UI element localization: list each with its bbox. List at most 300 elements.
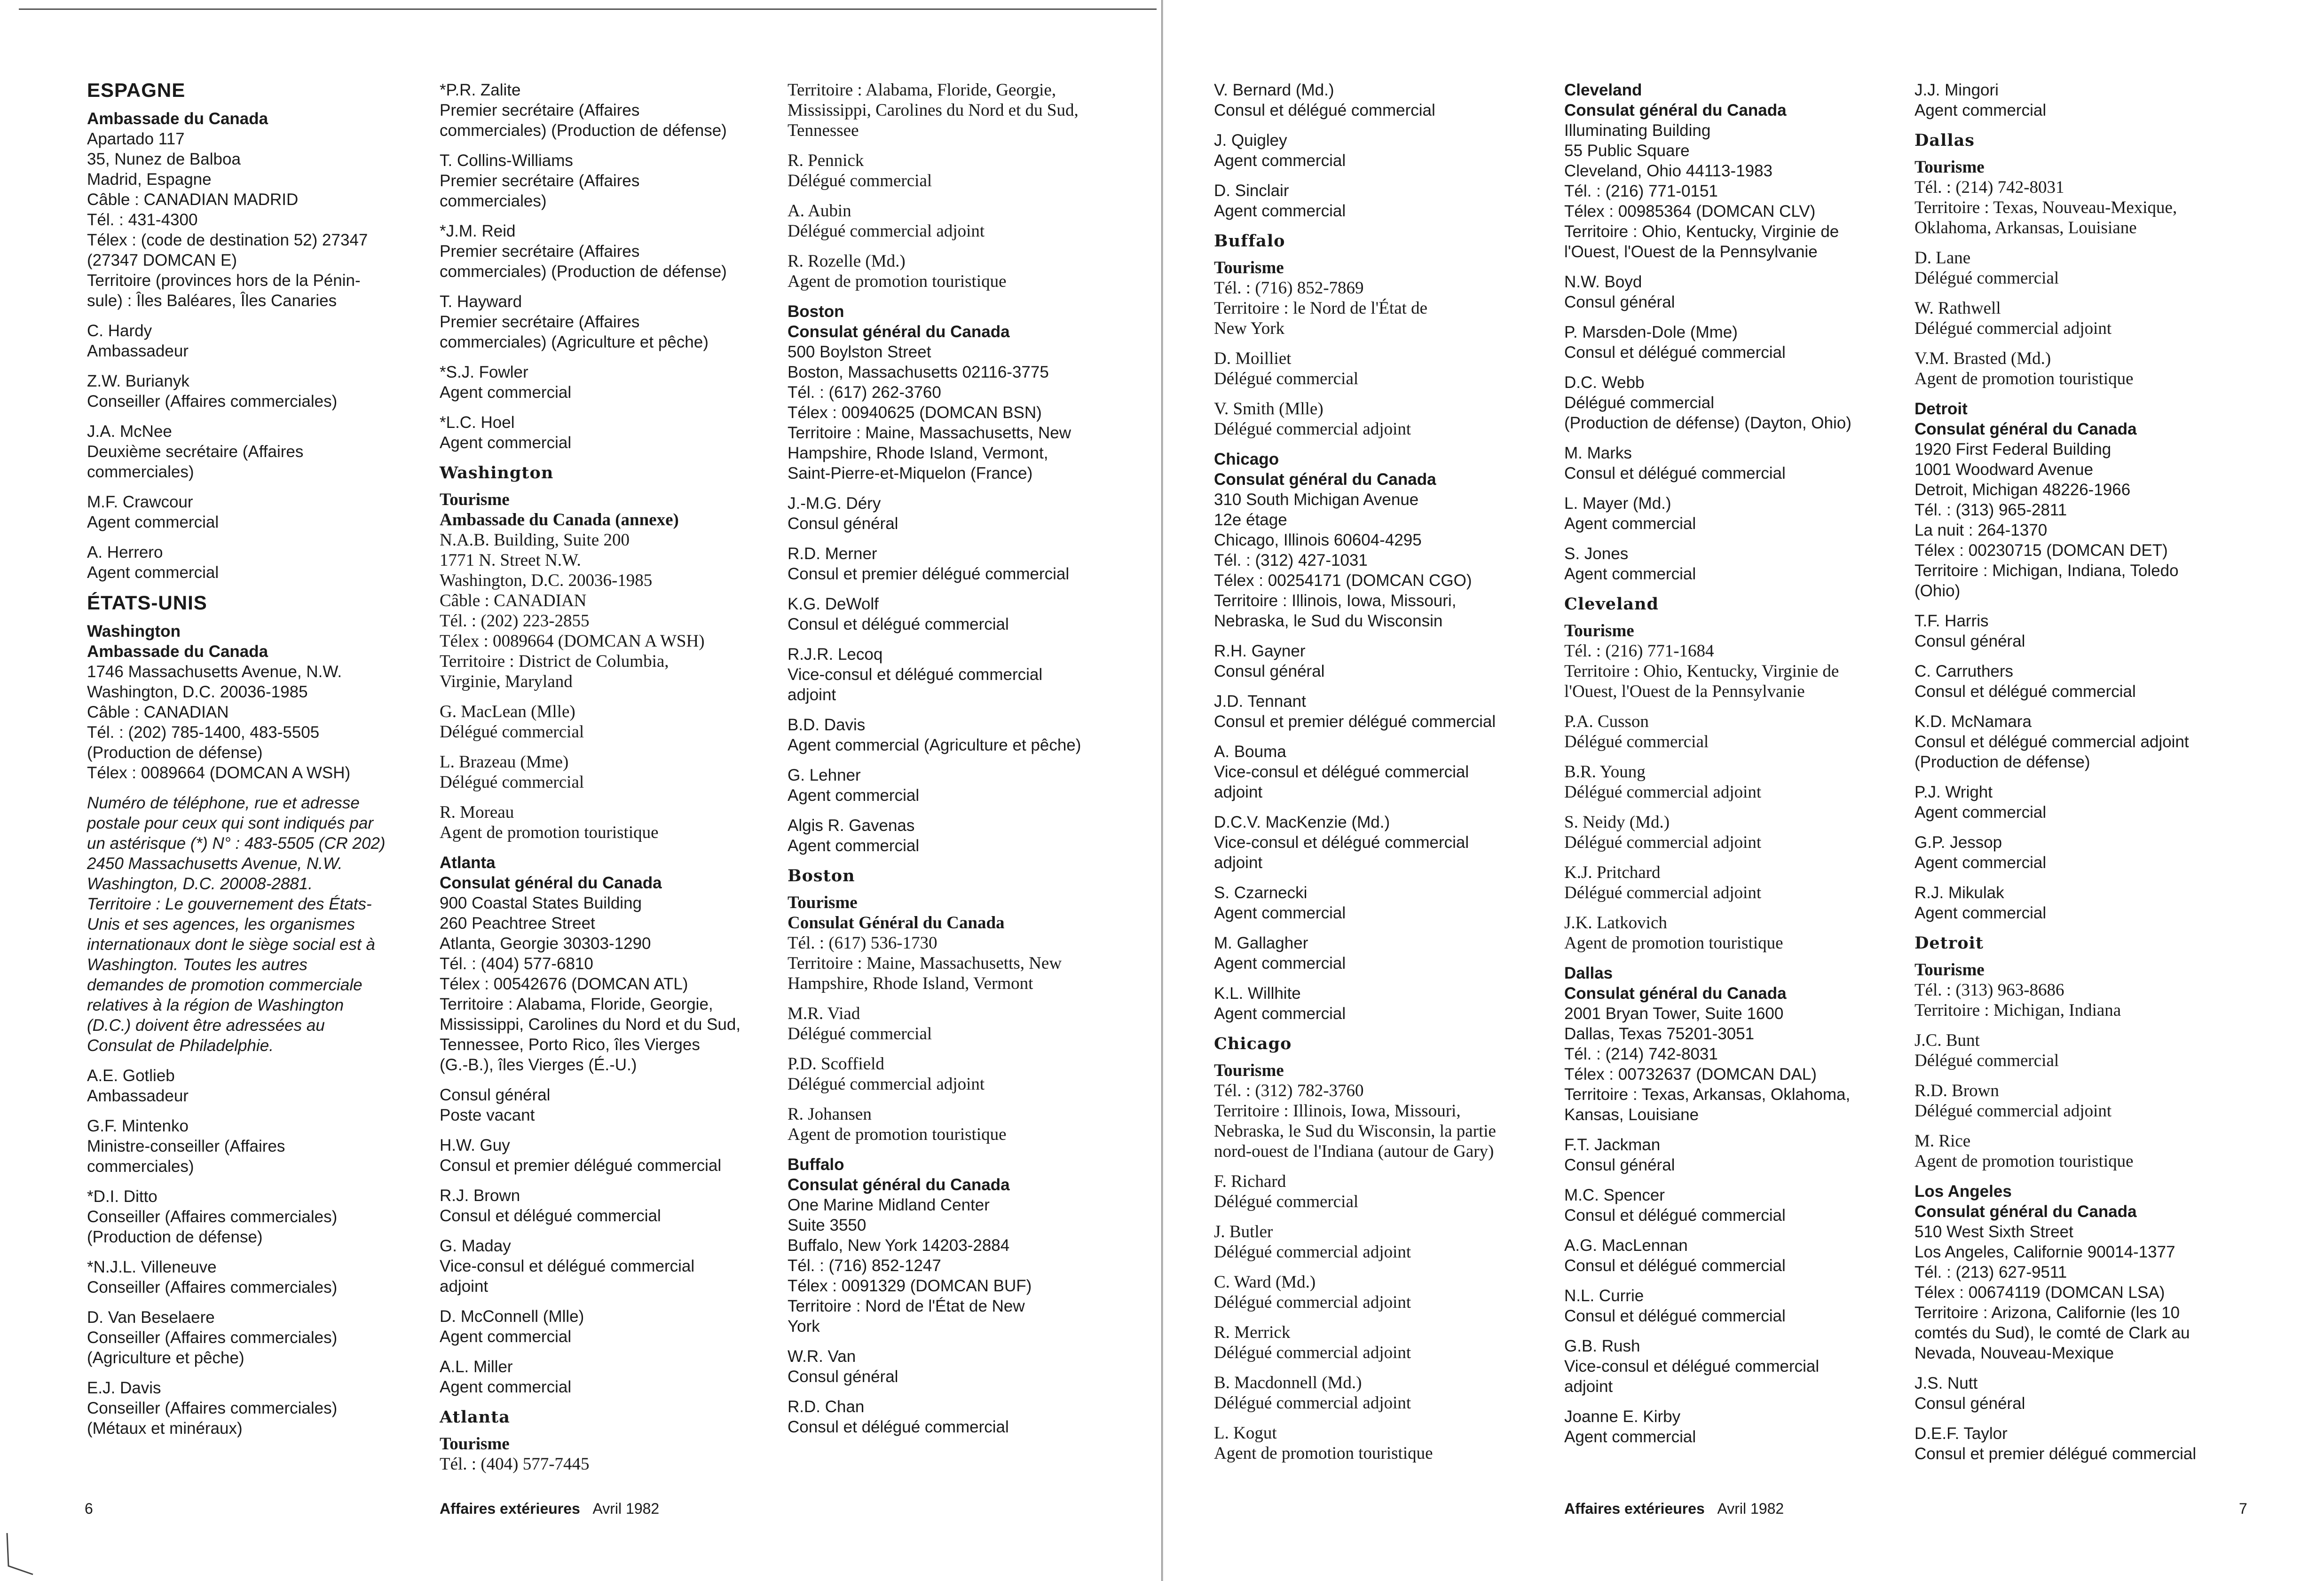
entry-line: Agent commercial — [440, 1328, 572, 1346]
entry-line: Télex : 00985364 (DOMCAN CLV) — [1564, 202, 1816, 221]
entry-line: Télex : 00230715 (DOMCAN DET) — [1914, 541, 2168, 560]
directory-entry — [1214, 1423, 1543, 1463]
entry-line: Tél. : (313) 965-2811 — [1914, 501, 2067, 519]
entry-line: Tourisme — [1564, 621, 1634, 640]
directory-entry — [1564, 1336, 1893, 1397]
masthead-date: Avril 1982 — [1717, 1500, 1784, 1517]
directory-entry — [788, 715, 1117, 755]
entry-line: (Ohio) — [1914, 582, 1961, 600]
entry-line: A. Bouma — [1214, 743, 1286, 761]
entry-line: Ministre-conseiller (Affaires — [87, 1137, 285, 1155]
entry-line: Tél. : (202) 223-2855 — [440, 611, 590, 631]
entry-line: Tél. : (313) 963-8686 — [1914, 980, 2064, 1000]
country-heading: ESPAGNE — [87, 79, 186, 101]
directory-entry — [788, 1054, 1117, 1094]
entry-line: Madrid, Espagne — [87, 170, 212, 189]
directory-entry — [1914, 298, 2244, 339]
directory-entry — [440, 1135, 769, 1176]
city-heading: Dallas — [1914, 131, 1975, 150]
entry-line: Ambassade du Canada — [87, 642, 268, 661]
page-right — [1162, 0, 2324, 1581]
directory-entry — [1914, 248, 2244, 288]
entry-line: Délégué commercial adjoint — [1914, 1101, 2112, 1121]
entry-line: Chicago — [1214, 450, 1279, 468]
entry-line: 55 Public Square — [1564, 142, 1690, 160]
entry-line: Télex : (code de destination 52) 27347 — [87, 231, 368, 249]
directory-entry — [440, 490, 769, 692]
entry-line: G. Maday — [440, 1237, 511, 1255]
entry-line: Premier secrétaire (Affaires — [440, 101, 640, 119]
column — [788, 80, 1117, 1447]
directory-entry — [1214, 80, 1543, 120]
entry-line: Consul et délégué commercial — [1564, 1307, 1786, 1325]
entry-line: Nevada, Nouveau-Mexique — [1914, 1344, 2114, 1362]
corner-mark — [5, 1533, 38, 1575]
entry-line: Délégué commercial adjoint — [1214, 1242, 1411, 1262]
entry-line: Délégué commercial — [440, 773, 584, 792]
entry-line: Hampshire, Rhode Island, Vermont — [788, 974, 1033, 993]
city-heading: Chicago — [1214, 1034, 1292, 1053]
entry-line: (Métaux et minéraux) — [87, 1419, 243, 1438]
directory-entry — [1564, 1185, 1893, 1225]
directory-entry — [1214, 742, 1543, 802]
directory-entry — [1214, 181, 1543, 221]
entry-line: commerciales) (Agriculture et pêche) — [440, 333, 709, 351]
entry-line: R. Rozelle (Md.) — [788, 252, 906, 271]
entry-line: Algis R. Gavenas — [788, 816, 915, 835]
directory-entry — [1214, 1171, 1543, 1212]
entry-line: Consul général — [1214, 662, 1325, 680]
entry-line: Conseiller (Affaires commerciales) — [87, 1208, 338, 1226]
entry-line: Délégué commercial — [788, 1024, 932, 1043]
entry-line: B.D. Davis — [788, 716, 866, 734]
directory-entry — [1564, 372, 1893, 433]
directory-entry — [1214, 1373, 1543, 1413]
entry-line: commerciales) — [87, 463, 194, 481]
entry-line: C. Carruthers — [1914, 662, 2014, 680]
entry-line: 500 Boylston Street — [788, 343, 931, 361]
directory-entry — [87, 1186, 416, 1247]
entry-line: P.A. Cusson — [1564, 712, 1649, 731]
masthead-title: Affaires extérieures — [440, 1500, 580, 1517]
entry-line: *L.C. Hoel — [440, 413, 515, 432]
entry-line: Télex : 00732637 (DOMCAN DAL) — [1564, 1065, 1817, 1083]
entry-line: Consul et premier délégué commercial — [788, 565, 1070, 583]
entry-line: Consulat général du Canada — [788, 1176, 1010, 1194]
entry-line: Tél. : (404) 577-6810 — [440, 955, 593, 973]
entry-line: Vice-consul et délégué commercial — [1564, 1357, 1820, 1375]
directory-entry — [1914, 711, 2244, 772]
directory-entry — [788, 1154, 1117, 1336]
entry-line: Tourisme — [788, 893, 858, 912]
entry-line: Agent commercial — [440, 383, 572, 402]
directory-entry — [87, 793, 416, 1056]
entry-line: V. Bernard (Md.) — [1214, 81, 1334, 99]
entry-line: A.G. MacLennan — [1564, 1236, 1688, 1255]
directory-entry — [1214, 130, 1543, 171]
entry-line: Mississippi, Carolines du Nord et du Sud, — [440, 1015, 741, 1034]
entry-line: Tél. : (716) 852-7869 — [1214, 278, 1364, 298]
entry-line: Tél. : (214) 742-8031 — [1914, 178, 2064, 197]
directory-entry — [1214, 1322, 1543, 1363]
entry-line: Consul et délégué commercial — [788, 615, 1009, 633]
directory-entry — [1564, 1135, 1893, 1175]
entry-line: D. McConnell (Mlle) — [440, 1307, 584, 1326]
entry-line: Agent commercial — [788, 837, 920, 855]
entry-line: (Production de défense) — [87, 1228, 263, 1246]
entry-line: Câble : CANADIAN — [87, 703, 229, 721]
entry-line: Agent commercial — [1564, 1428, 1696, 1446]
entry-line: Dallas — [1564, 964, 1613, 982]
entry-line: Consul et délégué commercial — [1564, 464, 1786, 482]
entry-line: Consul et délégué commercial — [1214, 101, 1435, 119]
entry-line: Tél. : (617) 536-1730 — [788, 933, 937, 953]
entry-line: W. Rathwell — [1914, 299, 2001, 318]
entry-line: Territoire : le Nord de l'État de — [1214, 299, 1428, 318]
entry-line: Consul et premier délégué commercial — [440, 1156, 722, 1175]
entry-line: commerciales) (Production de défense) — [440, 262, 727, 281]
entry-line: Ambassadeur — [87, 1087, 189, 1105]
directory-entry — [1214, 983, 1543, 1024]
entry-line: B.R. Young — [1564, 762, 1646, 782]
directory-entry — [1214, 1272, 1543, 1312]
entry-line: J.J. Mingori — [1914, 81, 1999, 99]
entry-line: Délégué commercial — [440, 722, 584, 742]
entry-line: Agent de promotion touristique — [1564, 933, 1783, 953]
entry-line: Territoire : District de Columbia, — [440, 652, 669, 671]
entry-line: Délégué commercial — [1564, 394, 1715, 412]
entry-line: 510 West Sixth Street — [1914, 1223, 2073, 1241]
entry-line: Conseiller (Affaires commerciales) — [87, 1278, 338, 1296]
entry-line: Délégué commercial adjoint — [788, 221, 985, 241]
entry-line: J.A. McNee — [87, 422, 172, 441]
entry-line: adjoint — [1214, 783, 1263, 801]
entry-line: Tourisme — [440, 1434, 510, 1454]
entry-line: Consul et délégué commercial — [788, 1418, 1009, 1436]
directory-entry — [1564, 272, 1893, 312]
entry-line: Tél. : (404) 577-7445 — [440, 1455, 590, 1474]
directory-entry — [1914, 1423, 2244, 1464]
entry-line: P.D. Scoffield — [788, 1054, 884, 1074]
entry-line: Tennessee — [788, 121, 859, 140]
directory-entry — [788, 301, 1117, 483]
entry-line: Conseiller (Affaires commerciales) — [87, 1328, 338, 1347]
page-number: 6 — [85, 1500, 93, 1517]
entry-line: J. Quigley — [1214, 131, 1287, 150]
directory-entry — [1564, 80, 1893, 262]
directory-entry — [87, 1116, 416, 1177]
entry-line: adjoint — [1214, 854, 1263, 872]
entry-line: Délégué commercial adjoint — [1564, 783, 1762, 802]
city-heading: Buffalo — [1214, 231, 1285, 251]
entry-line: Consul et délégué commercial — [440, 1207, 661, 1225]
directory-entry — [440, 802, 769, 843]
entry-line: Délégué commercial — [1214, 1192, 1359, 1211]
directory-entry — [1214, 691, 1543, 732]
directory-entry — [1564, 1235, 1893, 1276]
entry-line: Hampshire, Rhode Island, Vermont, — [788, 444, 1048, 462]
entry-line: G. Lehner — [788, 766, 861, 784]
entry-line: D.C. Webb — [1564, 373, 1645, 392]
entry-line: Consulat général du Canada — [1564, 984, 1787, 1003]
entry-line: Territoire (provinces hors de la Pénin- — [87, 271, 361, 290]
entry-line: Nebraska, le Sud du Wisconsin — [1214, 612, 1443, 630]
directory-entry — [1914, 1131, 2244, 1171]
entry-line: D. Moilliet — [1214, 349, 1292, 368]
directory-entry — [1914, 1030, 2244, 1071]
entry-line: Consulat général du Canada — [1564, 101, 1787, 119]
entry-line: 1771 N. Street N.W. — [440, 551, 581, 570]
entry-line: Detroit, Michigan 48226-1966 — [1914, 481, 2131, 499]
entry-line: G.B. Rush — [1564, 1337, 1640, 1355]
entry-line: C. Hardy — [87, 322, 152, 340]
directory-entry — [440, 1236, 769, 1296]
city-heading: Boston — [788, 866, 855, 885]
directory-entry — [1214, 1060, 1543, 1162]
directory-entry — [440, 1186, 769, 1226]
entry-line: M. Gallagher — [1214, 934, 1308, 952]
entry-line: *S.J. Fowler — [440, 363, 528, 381]
entry-line: Agent de promotion touristique — [1914, 1152, 2134, 1171]
entry-line: Deuxième secrétaire (Affaires — [87, 443, 304, 461]
directory-entry — [788, 1004, 1117, 1044]
entry-line: Agent commercial — [1914, 803, 2047, 822]
directory-entry — [1564, 443, 1893, 483]
entry-line: Consul et délégué commercial — [1564, 1206, 1786, 1225]
directory-entry — [87, 321, 416, 361]
entry-line: Saint-Pierre-et-Miquelon (France) — [788, 464, 1033, 482]
entry-line: 2001 Bryan Tower, Suite 1600 — [1564, 1004, 1784, 1023]
entry-line: J. Butler — [1214, 1222, 1273, 1241]
entry-line: Territoire : Ohio, Kentucky, Virginie de — [1564, 662, 1839, 681]
directory-entry — [1214, 812, 1543, 873]
directory-entry — [788, 544, 1117, 584]
entry-line: Délégué commercial adjoint — [1214, 1343, 1411, 1362]
entry-line: Délégué commercial — [1564, 732, 1709, 751]
entry-line: Délégué commercial adjoint — [1214, 1293, 1411, 1312]
entry-line: Vice-consul et délégué commercial — [788, 665, 1043, 684]
entry-line: Délégué commercial adjoint — [1214, 419, 1411, 439]
directory-entry — [1214, 449, 1543, 631]
entry-line: (Production de défense) — [1914, 753, 2090, 771]
entry-line: Conseiller (Affaires commerciales) — [87, 392, 338, 411]
entry-line: Tourisme — [440, 490, 510, 509]
entry-line: Délégué commercial — [1914, 1051, 2059, 1070]
directory-entry — [440, 752, 769, 792]
entry-line: adjoint — [1564, 1377, 1613, 1396]
entry-line: Délégué commercial adjoint — [788, 1075, 985, 1094]
directory-entry — [1564, 544, 1893, 584]
entry-line: J.K. Latkovich — [1564, 913, 1667, 933]
entry-line: 1746 Massachusetts Avenue, N.W. — [87, 663, 342, 681]
directory-entry — [788, 893, 1117, 994]
directory-entry — [1914, 1181, 2244, 1363]
entry-line: T.F. Harris — [1914, 612, 1989, 630]
directory-entry — [440, 292, 769, 352]
entry-line: S. Czarnecki — [1214, 884, 1308, 902]
entry-line: Z.W. Burianyk — [87, 372, 189, 390]
entry-line: Suite 3550 — [788, 1216, 867, 1234]
entry-line: commerciales) (Production de défense) — [440, 121, 727, 140]
directory-entry — [788, 80, 1117, 141]
entry-line: Territoire : Illinois, Iowa, Missouri, — [1214, 592, 1457, 610]
entry-line: Apartado 117 — [87, 130, 185, 148]
entry-line: Consul et délégué commercial — [1914, 682, 2136, 701]
entry-line: nord-ouest de l'Indiana (autour de Gary) — [1214, 1142, 1494, 1161]
directory-entry — [87, 1066, 416, 1106]
entry-line: Dallas, Texas 75201-3051 — [1564, 1025, 1755, 1043]
directory-entry — [1914, 960, 2244, 1020]
city-heading: Atlanta — [440, 1407, 510, 1427]
entry-line: Vice-consul et délégué commercial — [1214, 833, 1469, 852]
directory-entry — [1564, 1286, 1893, 1326]
entry-line: M.R. Viad — [788, 1004, 860, 1023]
directory-entry — [87, 542, 416, 583]
entry-line: (27347 DOMCAN E) — [87, 251, 237, 269]
entry-line: Ambassadeur — [87, 342, 189, 360]
entry-line: Tél. : (202) 785-1400, 483-5505 — [87, 723, 320, 742]
entry-line: Consulat général du Canada — [788, 323, 1010, 341]
directory-entry — [1214, 399, 1543, 439]
entry-line: A. Aubin — [788, 201, 851, 221]
directory-entry — [1914, 80, 2244, 120]
entry-line: Consulat de Philadelphie. — [87, 1036, 274, 1055]
directory-entry — [440, 412, 769, 453]
entry-line: N.A.B. Building, Suite 200 — [440, 530, 630, 550]
entry-line: D. Lane — [1914, 248, 1971, 268]
entry-line: R. Merrick — [1214, 1323, 1291, 1342]
entry-line: Délégué commercial — [788, 171, 932, 190]
entry-line: Télex : 00674119 (DOMCAN LSA) — [1914, 1283, 2165, 1302]
entry-line: Agent commercial — [1214, 151, 1346, 170]
entry-line: D.C.V. MacKenzie (Md.) — [1214, 813, 1390, 831]
entry-line: Consul et délégué commercial — [1564, 343, 1786, 362]
directory-entry — [87, 109, 416, 311]
directory-entry — [87, 492, 416, 532]
directory-entry — [1914, 399, 2244, 601]
entry-line: M.F. Crawcour — [87, 493, 193, 511]
entry-line: Agent commercial — [1914, 854, 2047, 872]
entry-line: Agent commercial — [1914, 101, 2047, 119]
entry-line: R.J. Brown — [440, 1186, 520, 1205]
entry-line: Los Angeles — [1914, 1182, 2012, 1201]
directory-entry — [440, 853, 769, 1075]
entry-line: Consulat Général du Canada — [788, 913, 1005, 933]
column — [1914, 80, 2244, 1474]
entry-line: Territoire : Maine, Massachusetts, New — [788, 954, 1062, 973]
directory-entry — [1914, 832, 2244, 873]
directory-entry — [788, 201, 1117, 241]
directory-entry — [1564, 621, 1893, 702]
entry-line: 2450 Massachusetts Avenue, N.W. — [87, 854, 343, 873]
entry-line: Ambassade du Canada (annexe) — [440, 510, 679, 530]
entry-line: Tourisme — [1914, 158, 1985, 177]
entry-line: sule) : Îles Baléares, Îles Canaries — [87, 292, 337, 310]
entry-line: Consul et délégué commercial — [1564, 1257, 1786, 1275]
page-number: 7 — [2239, 1500, 2247, 1517]
directory-entry — [440, 362, 769, 403]
entry-line: Territoire : Michigan, Indiana, Toledo — [1914, 561, 2179, 580]
entry-line: Poste vacant — [440, 1106, 535, 1124]
entry-line: Agent commercial — [1214, 904, 1346, 922]
entry-line: La nuit : 264-1370 — [1914, 521, 2048, 539]
masthead — [1564, 1500, 1784, 1518]
entry-line: V.M. Brasted (Md.) — [1914, 349, 2051, 368]
entry-line: E.J. Davis — [87, 1379, 161, 1397]
directory-entry — [1214, 641, 1543, 681]
entry-line: Tél. : 431-4300 — [87, 211, 198, 229]
entry-line: Consul général — [788, 514, 898, 533]
entry-line: Ambassade du Canada — [87, 110, 268, 128]
entry-line: R.D. Brown — [1914, 1081, 1999, 1100]
entry-line: Consul général — [1914, 632, 2025, 650]
column — [87, 80, 416, 1448]
directory-entry — [788, 765, 1117, 806]
entry-line: Tél. : (214) 742-8031 — [1564, 1045, 1718, 1063]
entry-line: Conseiller (Affaires commerciales) — [87, 1399, 338, 1417]
directory-entry — [1914, 883, 2244, 923]
directory-entry — [788, 594, 1117, 634]
directory-entry — [440, 80, 769, 141]
entry-line: Territoire : Le gouvernement des États- — [87, 895, 372, 913]
entry-line: Premier secrétaire (Affaires — [440, 242, 640, 261]
entry-line: P. Marsden-Dole (Mme) — [1564, 323, 1738, 341]
directory-entry — [1214, 1222, 1543, 1262]
directory-entry — [788, 1104, 1117, 1145]
directory-entry — [1914, 611, 2244, 651]
entry-line: relatives à la région de Washington — [87, 996, 344, 1014]
entry-line: Vice-consul et délégué commercial — [440, 1257, 695, 1275]
entry-line: Consulat général du Canada — [1914, 420, 2137, 438]
entry-line: Agent commercial — [1214, 202, 1346, 220]
entry-line: adjoint — [440, 1277, 488, 1296]
directory-entry — [788, 251, 1117, 292]
directory-entry — [1564, 862, 1893, 903]
entry-line: New York — [1214, 319, 1285, 338]
entry-line: Télex : 0091329 (DOMCAN BUF) — [788, 1277, 1032, 1295]
entry-line: Télex : 0089664 (DOMCAN A WSH) — [440, 632, 705, 651]
entry-line: York — [788, 1317, 820, 1336]
entry-line: Consul et premier délégué commercial — [1914, 1445, 2197, 1463]
entry-line: G. MacLean (Mlle) — [440, 702, 575, 721]
directory-entry — [440, 1357, 769, 1397]
directory-entry — [1914, 782, 2244, 822]
column — [1214, 80, 1543, 1473]
entry-line: (Production de défense) — [87, 743, 263, 762]
entry-line: Agent de promotion touristique — [788, 1125, 1007, 1144]
entry-line: S. Neidy (Md.) — [1564, 813, 1670, 832]
entry-line: Délégué commercial adjoint — [1564, 833, 1762, 852]
entry-line: Territoire : Alabama, Floride, Georgie, — [440, 995, 713, 1013]
directory-entry — [87, 621, 416, 783]
entry-line: Agent commercial — [87, 513, 219, 531]
entry-line: Unis et ses agences, les organismes — [87, 915, 355, 933]
city-heading: Detroit — [1914, 933, 1984, 953]
entry-line: D. Van Beselaere — [87, 1308, 215, 1327]
entry-line: R. Pennick — [788, 151, 864, 170]
directory-entry — [1914, 1081, 2244, 1121]
directory-entry — [1564, 493, 1893, 534]
entry-line: P.J. Wright — [1914, 783, 1993, 801]
entry-line: Boston — [788, 302, 844, 321]
entry-line: l'Ouest, l'Ouest de la Pennsylvanie — [1564, 243, 1818, 261]
entry-line: Territoire : Arizona, Californie (les 10 — [1914, 1304, 2180, 1322]
directory-entry — [87, 1307, 416, 1368]
city-heading: Washington — [440, 463, 554, 482]
directory-entry — [1914, 348, 2244, 389]
directory-entry — [1564, 1407, 1893, 1447]
entry-line: Délégué commercial adjoint — [1214, 1393, 1411, 1413]
